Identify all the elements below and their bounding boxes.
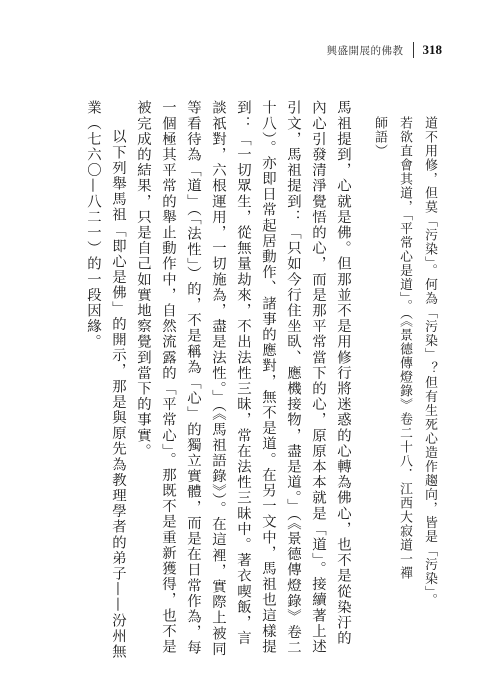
quote-line: 師語） xyxy=(372,116,387,158)
page-number: 318 xyxy=(422,42,442,57)
quote-line: 道不用修，但莫「污染」。何為「污染」？但有生死心造作趨向，皆是「污染」。 xyxy=(422,116,437,608)
body-paragraph: 以下列舉馬祖「即心是佛」的開示，那是與原先為教理學者的弟子——汾州無業（七六〇—八二一）的一段因緣。 xyxy=(85,100,126,660)
quote-line: 若欲直會其道，「平常心是道」。（《景德傳燈錄》卷二十八．江西大寂道一禪 xyxy=(397,116,412,581)
running-title: 興盛開展的佛教 xyxy=(326,44,404,57)
body-paragraph: 馬祖提到，心就是佛。但那並不是用修行將迷惑的心轉為佛心，也不是從染汙的內心引發清淨覺悟的心，而是那平常當下的心，原原本本就是「道」。接續著上述引文，馬祖提到：「只如今行住坐臥、應機接物，盡是道。」（《景德傳燈錄》卷二十八）。亦即日常起居動作、諸事的應對，無不是道。在另一文中，馬祖也這樣提到：「一切眾生，從無量劫來，不出法性三昧，常在法性三昧中。著衣喫飯，言談祇對，六根運用，一切施為，盡是法性。」（《馬祖語錄》）。在這裡，實際上被同等看待為「道」（「法性」）的，不是稱為「心」的獨立實體，而是在日常作為，每一個極其平常的舉止動作中，自然流露的「平常心」。那既不是重新獲得，也不是被完成的結果，只是自己如實地察覺到當下的事實。 xyxy=(135,100,351,657)
header-divider xyxy=(413,42,414,58)
page-body xyxy=(58,100,442,660)
page-header xyxy=(327,42,443,58)
